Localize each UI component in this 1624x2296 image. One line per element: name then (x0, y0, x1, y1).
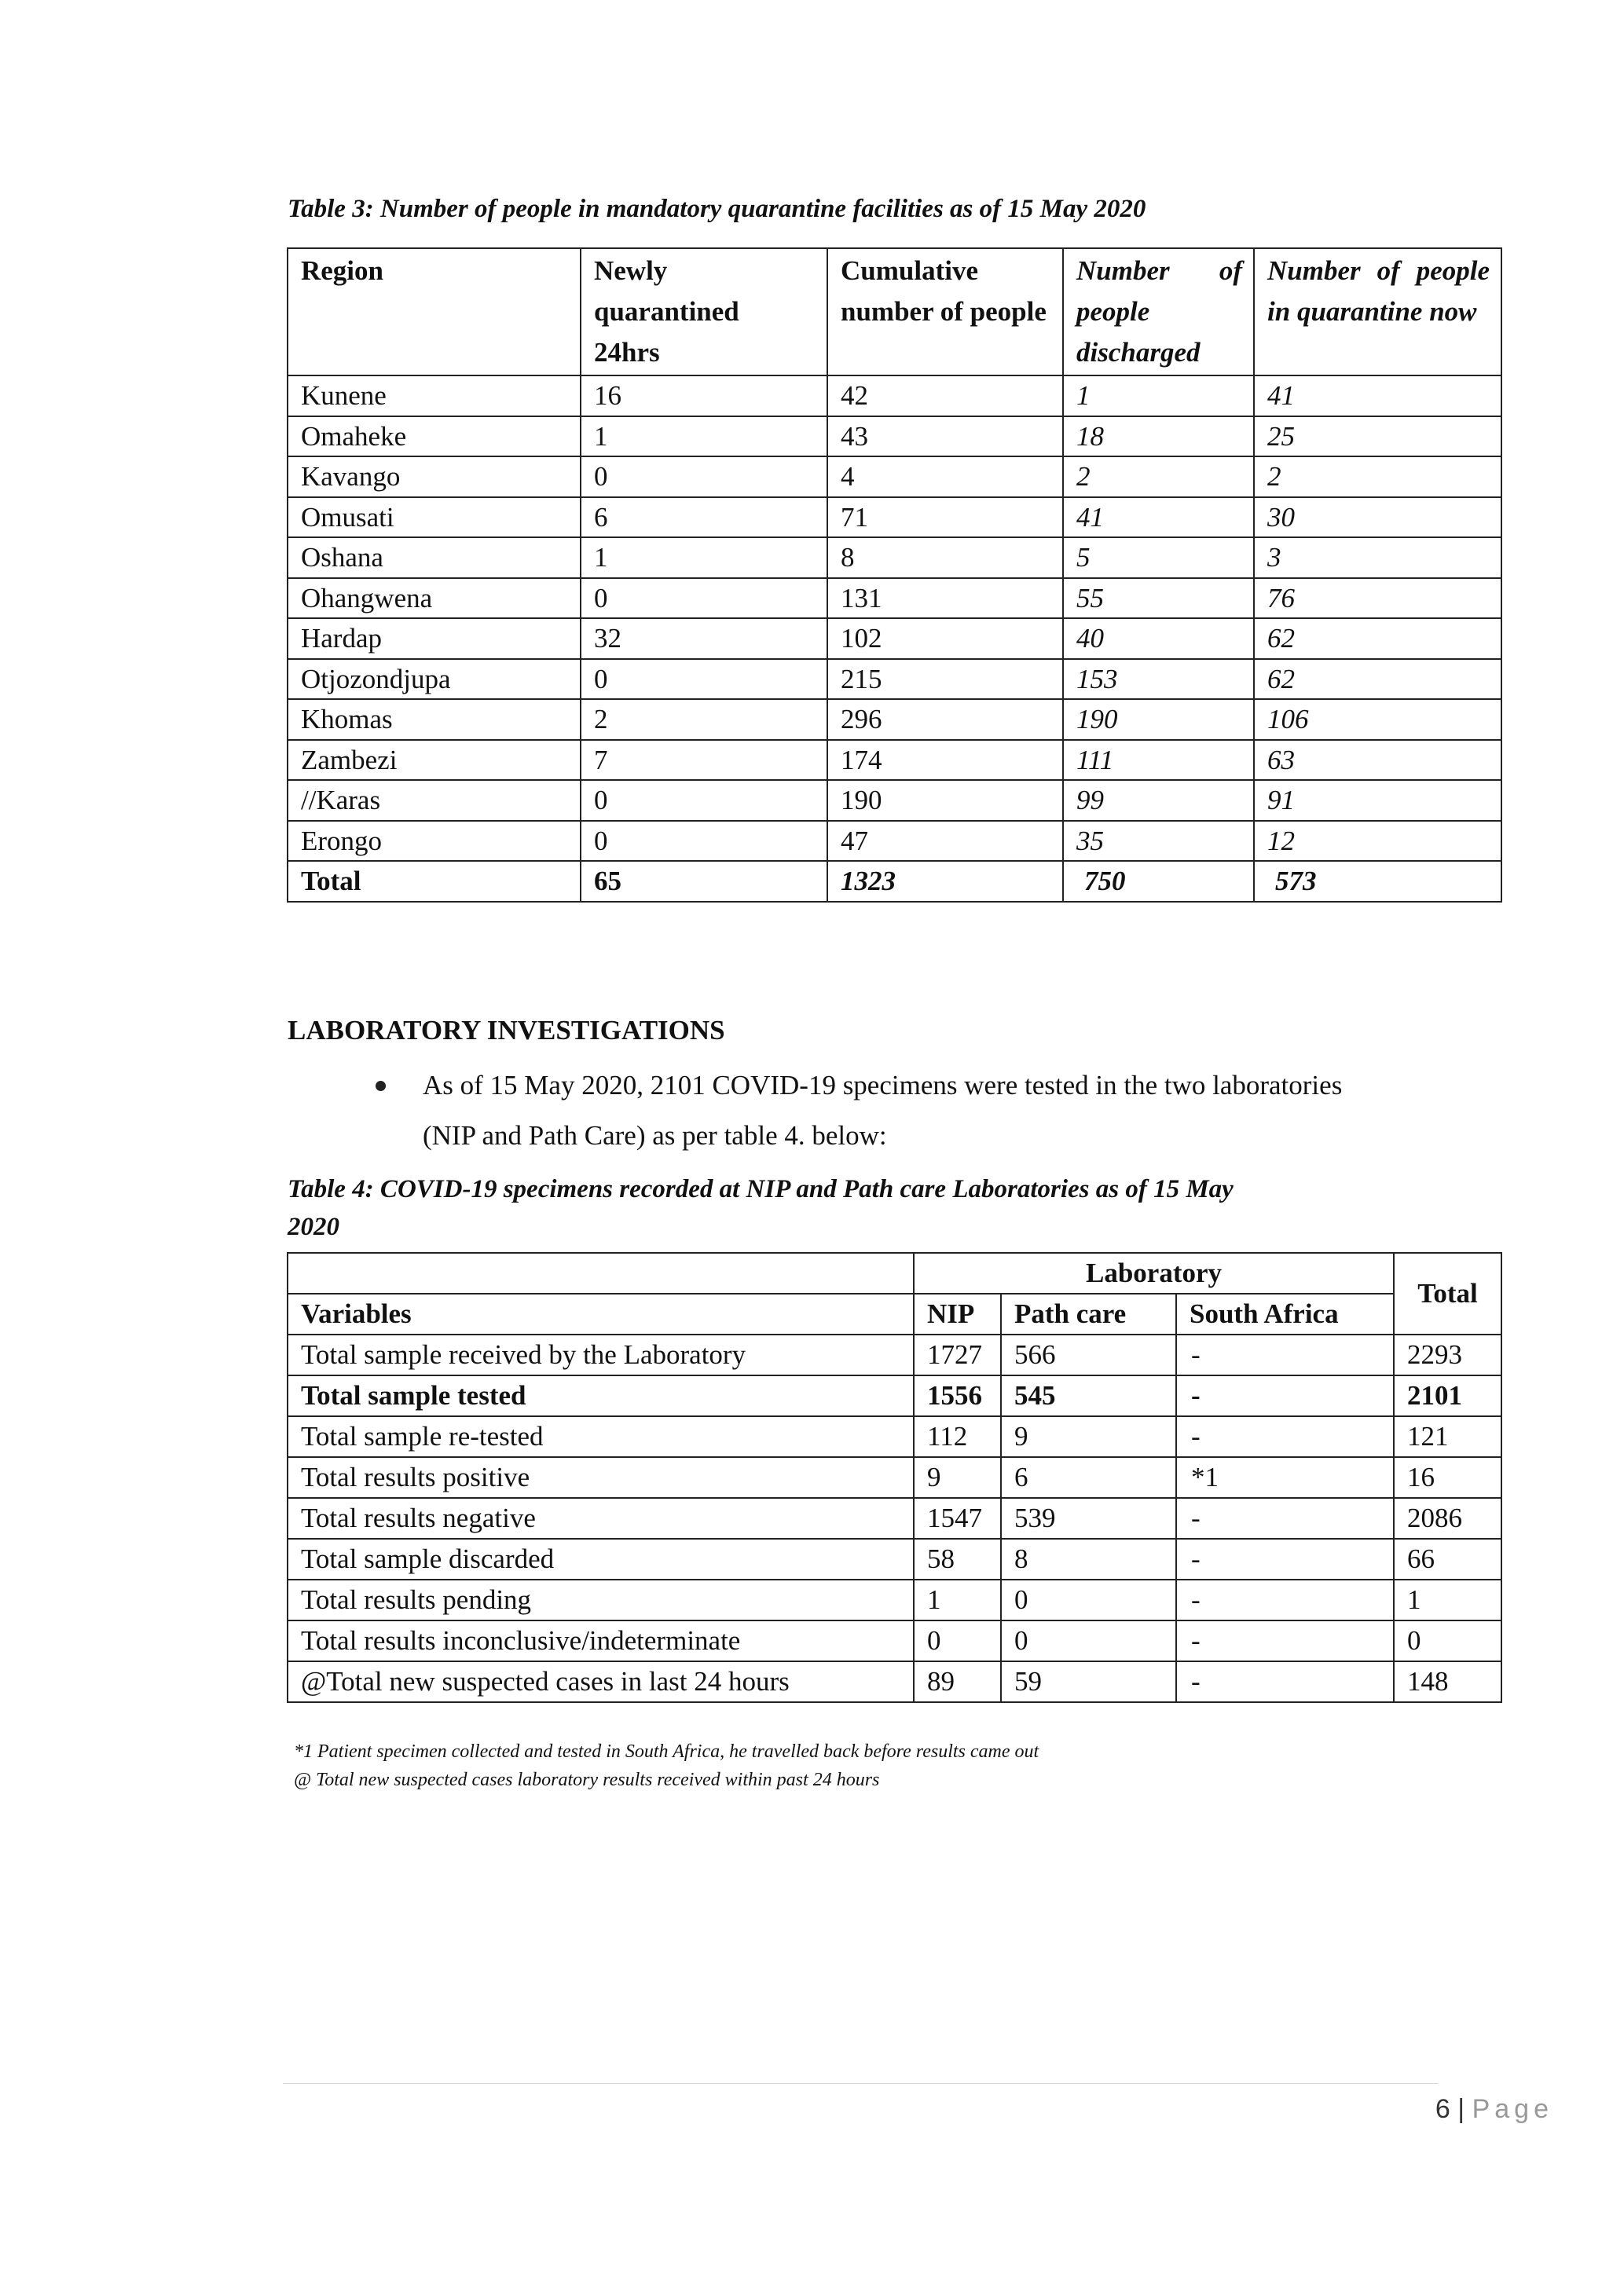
table3-cell-cumulative: 43 (827, 416, 1063, 457)
table3-cell-cumulative: 102 (827, 618, 1063, 659)
table4-row (288, 1620, 1501, 1661)
table4-row (288, 1661, 1501, 1702)
table3-cell-region: //Karas (288, 780, 581, 821)
table3-cell-in-quarantine: 2 (1254, 456, 1501, 497)
footnote-1: *1 Patient specimen collected and tested in South Africa, he travelled back before results came out (294, 1741, 1039, 1762)
table3-cell-discharged: 2 (1063, 456, 1254, 497)
table4-cell-pathcare: 8 (1001, 1539, 1176, 1580)
table3-header-discharged: Number of people discharged (1063, 248, 1254, 375)
table4-cell-total: 1 (1394, 1580, 1501, 1620)
table3-cell-newly: 0 (581, 821, 827, 862)
table4-cell-variable: Total sample discarded (288, 1539, 914, 1580)
table3-cell-in-quarantine: 62 (1254, 618, 1501, 659)
table3-cell-discharged: 111 (1063, 740, 1254, 781)
table3-cell-newly: 0 (581, 780, 827, 821)
table3-cell-in-quarantine: 41 (1254, 375, 1501, 416)
table4-cell-total: 16 (1394, 1457, 1501, 1498)
table3-row (288, 456, 1501, 497)
table3-cell-region: Omusati (288, 497, 581, 538)
bullet-icon (376, 1081, 386, 1091)
table3-cell-region: Otjozondjupa (288, 659, 581, 700)
table4-cell-pathcare: 9 (1001, 1416, 1176, 1457)
table4-cell-variable: Total sample tested (288, 1375, 914, 1416)
table3-row (288, 659, 1501, 700)
table3-cell-in-quarantine: 12 (1254, 821, 1501, 862)
table4-cell-total: 2101 (1394, 1375, 1501, 1416)
table4-cell-nip: 0 (914, 1620, 1001, 1661)
table3-row (288, 497, 1501, 538)
table4-caption-line1: Table 4: COVID-19 specimens recorded at NIP and Path care Laboratories as of 15 May (288, 1175, 1234, 1203)
section-heading: LABORATORY INVESTIGATIONS (288, 1015, 725, 1045)
table4-cell-variable: Total sample re-tested (288, 1416, 914, 1457)
table4-cell-south-africa: - (1176, 1539, 1394, 1580)
table4-cell-total: 2086 (1394, 1498, 1501, 1539)
table3-cell-newly: 0 (581, 578, 827, 619)
table4-cell-nip: 112 (914, 1416, 1001, 1457)
table3-cell-in-quarantine: 30 (1254, 497, 1501, 538)
table4-row (288, 1539, 1501, 1580)
table3-cell-region: Oshana (288, 537, 581, 578)
bullet-text-line1: As of 15 May 2020, 2101 COVID-19 specimens were tested in the two laboratories (423, 1070, 1343, 1100)
table4-cell-variable: Total results positive (288, 1457, 914, 1498)
table4-cell-pathcare: 545 (1001, 1375, 1176, 1416)
table4-cell-variable: @Total new suspected cases in last 24 hours (288, 1661, 914, 1702)
table3-cell-cumulative: 296 (827, 699, 1063, 740)
table4-cell-south-africa: *1 (1176, 1457, 1394, 1498)
table3-total-in-quarantine: 573 (1254, 861, 1501, 902)
table4-header-row (288, 1294, 1501, 1335)
table4-row (288, 1416, 1501, 1457)
table3-cell-newly: 16 (581, 375, 827, 416)
table3-cell-region: Zambezi (288, 740, 581, 781)
table4-row (288, 1375, 1501, 1416)
table3-cell-discharged: 41 (1063, 497, 1254, 538)
table4-cell-nip: 1727 (914, 1335, 1001, 1375)
table3-cell-discharged: 35 (1063, 821, 1254, 862)
table4-row (288, 1580, 1501, 1620)
table4-cell-south-africa: - (1176, 1580, 1394, 1620)
table4-cell-variable: Total results negative (288, 1498, 914, 1539)
table4-cell-south-africa: - (1176, 1335, 1394, 1375)
table3-cell-region: Kunene (288, 375, 581, 416)
table3-cell-newly: 1 (581, 416, 827, 457)
table4-cell-total: 66 (1394, 1539, 1501, 1580)
table3-cell-cumulative: 71 (827, 497, 1063, 538)
table4-cell-pathcare: 0 (1001, 1580, 1176, 1620)
table4-cell-pathcare: 0 (1001, 1620, 1176, 1661)
table3-total-cumulative: 1323 (827, 861, 1063, 902)
table3-cell-in-quarantine: 3 (1254, 537, 1501, 578)
table3-cell-cumulative: 131 (827, 578, 1063, 619)
table3-row (288, 578, 1501, 619)
table4-row (288, 1498, 1501, 1539)
table3-cell-newly: 7 (581, 740, 827, 781)
table4-cell-variable: Total results pending (288, 1580, 914, 1620)
footer-divider (283, 2083, 1438, 2084)
table3-cell-cumulative: 190 (827, 780, 1063, 821)
bullet-text-line2: (NIP and Path Care) as per table 4. below: (423, 1120, 887, 1151)
table3-row (288, 375, 1501, 416)
table4-cell-south-africa: - (1176, 1498, 1394, 1539)
table4-cell-south-africa: - (1176, 1661, 1394, 1702)
table3-cell-cumulative: 47 (827, 821, 1063, 862)
table3-cell-in-quarantine: 106 (1254, 699, 1501, 740)
table4-cell-pathcare: 539 (1001, 1498, 1176, 1539)
table4-row (288, 1335, 1501, 1375)
table3-cell-discharged: 99 (1063, 780, 1254, 821)
table4-cell-south-africa: - (1176, 1416, 1394, 1457)
table4-empty-corner (288, 1253, 914, 1294)
table4-caption-line2: 2020 (288, 1213, 339, 1241)
table3-total-newly: 65 (581, 861, 827, 902)
page-label: Page (1472, 2094, 1553, 2124)
table3-cell-newly: 32 (581, 618, 827, 659)
page-number (1435, 2094, 1553, 2125)
table3-cell-in-quarantine: 62 (1254, 659, 1501, 700)
table3-header-cumulative: Cumulative number of people (827, 248, 1063, 375)
table4-cell-total: 2293 (1394, 1335, 1501, 1375)
table3-caption: Table 3: Number of people in mandatory quarantine facilities as of 15 May 2020 (288, 195, 1146, 223)
table3-cell-cumulative: 4 (827, 456, 1063, 497)
table3-header-in-quarantine: Number of people in quarantine now (1254, 248, 1501, 375)
table4-cell-variable: Total results inconclusive/indeterminate (288, 1620, 914, 1661)
table4-header-variables: Variables (288, 1294, 914, 1335)
table3-cell-in-quarantine: 76 (1254, 578, 1501, 619)
table3-cell-cumulative: 174 (827, 740, 1063, 781)
quarantine-table (287, 247, 1502, 903)
table4-header-pathcare: Path care (1001, 1294, 1176, 1335)
table4-cell-pathcare: 6 (1001, 1457, 1176, 1498)
page-number-separator: | (1457, 2094, 1465, 2124)
table4-cell-south-africa: - (1176, 1620, 1394, 1661)
table3-row (288, 740, 1501, 781)
table3-header-row (288, 248, 1501, 375)
table3-cell-in-quarantine: 25 (1254, 416, 1501, 457)
table4-cell-nip: 1556 (914, 1375, 1001, 1416)
table3-total-discharged: 750 (1063, 861, 1254, 902)
table3-header-newly-quarantined: Newly quarantined 24hrs (581, 248, 827, 375)
table4-cell-south-africa: - (1176, 1375, 1394, 1416)
table3-row (288, 416, 1501, 457)
table4-header-south-africa: South Africa (1176, 1294, 1394, 1335)
table3-cell-region: Hardap (288, 618, 581, 659)
table3-row (288, 780, 1501, 821)
table4-cell-total: 121 (1394, 1416, 1501, 1457)
table3-cell-cumulative: 42 (827, 375, 1063, 416)
table4-group-header-row (288, 1253, 1501, 1294)
table4-cell-nip: 1 (914, 1580, 1001, 1620)
table4-cell-total: 0 (1394, 1620, 1501, 1661)
table3-cell-discharged: 40 (1063, 618, 1254, 659)
table3-row (288, 618, 1501, 659)
table3-cell-discharged: 5 (1063, 537, 1254, 578)
table3-cell-discharged: 1 (1063, 375, 1254, 416)
table3-row (288, 537, 1501, 578)
table3-cell-cumulative: 8 (827, 537, 1063, 578)
table3-cell-region: Khomas (288, 699, 581, 740)
table4-total-header: Total (1394, 1253, 1501, 1335)
page-number-value: 6 (1435, 2094, 1450, 2124)
table4-cell-nip: 58 (914, 1539, 1001, 1580)
table3-cell-region: Omaheke (288, 416, 581, 457)
table4-cell-nip: 1547 (914, 1498, 1001, 1539)
table4-cell-nip: 89 (914, 1661, 1001, 1702)
table4-cell-pathcare: 566 (1001, 1335, 1176, 1375)
laboratory-table (287, 1252, 1502, 1703)
table3-cell-newly: 2 (581, 699, 827, 740)
table3-cell-region: Kavango (288, 456, 581, 497)
table4-cell-total: 148 (1394, 1661, 1501, 1702)
table3-header-region: Region (288, 248, 581, 375)
table3-cell-cumulative: 215 (827, 659, 1063, 700)
table4-header-nip: NIP (914, 1294, 1001, 1335)
table4-laboratory-header: Laboratory (914, 1253, 1394, 1294)
table4-row (288, 1457, 1501, 1498)
table4-cell-nip: 9 (914, 1457, 1001, 1498)
table3-cell-newly: 6 (581, 497, 827, 538)
table3-total-label: Total (288, 861, 581, 902)
table3-cell-discharged: 153 (1063, 659, 1254, 700)
table3-cell-region: Ohangwena (288, 578, 581, 619)
table3-cell-in-quarantine: 91 (1254, 780, 1501, 821)
table3-cell-region: Erongo (288, 821, 581, 862)
table3-cell-newly: 1 (581, 537, 827, 578)
table3-row (288, 699, 1501, 740)
table4-cell-pathcare: 59 (1001, 1661, 1176, 1702)
table3-cell-discharged: 190 (1063, 699, 1254, 740)
table3-cell-newly: 0 (581, 456, 827, 497)
table3-cell-newly: 0 (581, 659, 827, 700)
table3-cell-discharged: 18 (1063, 416, 1254, 457)
table3-cell-discharged: 55 (1063, 578, 1254, 619)
footnote-2: @ Total new suspected cases laboratory results received within past 24 hours (294, 1770, 880, 1790)
table4-cell-variable: Total sample received by the Laboratory (288, 1335, 914, 1375)
table3-cell-in-quarantine: 63 (1254, 740, 1501, 781)
table3-row (288, 821, 1501, 862)
table3-total-row (288, 861, 1501, 902)
